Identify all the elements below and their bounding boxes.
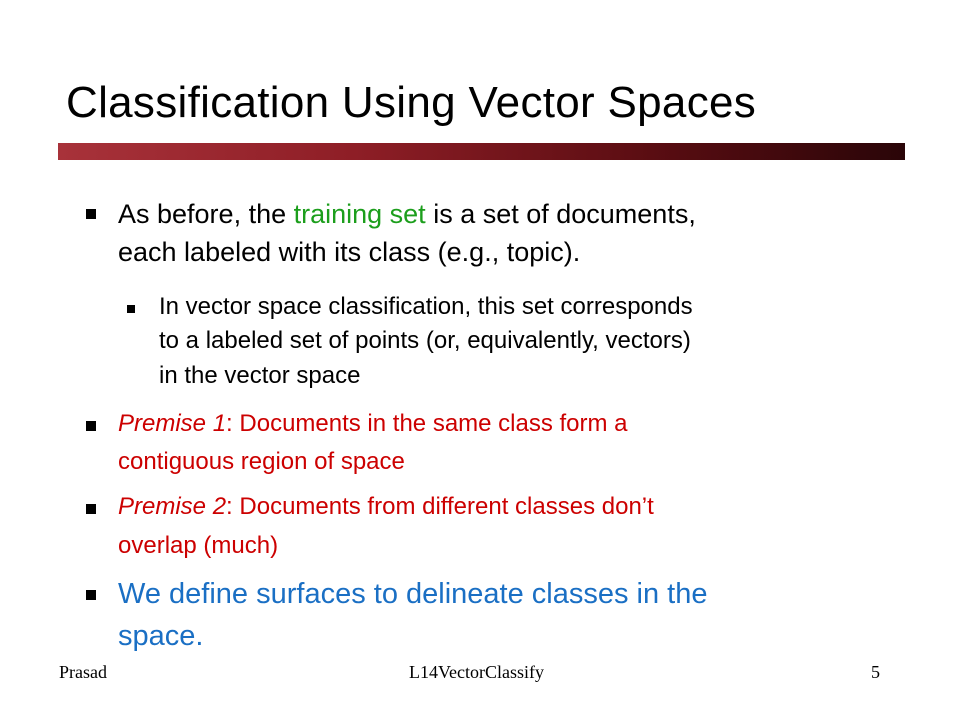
premise-2-label: Premise 2 (118, 493, 227, 520)
bullet-1-text-b: is a set of documents, (425, 199, 696, 229)
footer-page-number: 5 (871, 662, 880, 682)
footer-filename: L14VectorClassify (409, 662, 544, 682)
title-underline-bar (58, 143, 905, 160)
sub-bullet-line-2: to a labeled set of points (or, equivalently, vectors) (159, 327, 691, 354)
bullet-marker (86, 209, 96, 219)
bullet-1-line-2: each labeled with its class (e.g., topic). (118, 237, 581, 267)
premise-1-text: : Documents in the same class form a (226, 410, 628, 437)
sub-bullet-line-1: In vector space classification, this set corresponds (159, 293, 693, 320)
bullet-marker (86, 590, 96, 600)
premise-1-line-2: contiguous region of space (118, 448, 405, 475)
premise-1-label: Premise 1 (118, 410, 227, 437)
training-set-highlight: training set (293, 199, 426, 229)
sub-bullet-line-3: in the vector space (159, 362, 361, 389)
premise-2-line-1 (118, 490, 654, 523)
sub-bullet-marker (127, 305, 135, 313)
premise-1-line-1 (118, 407, 628, 440)
bullet-1-line-1 (118, 196, 696, 232)
premise-2-line-2: overlap (much) (118, 532, 279, 559)
definition-line-1: We define surfaces to delineate classes in the (118, 578, 708, 610)
definition-line-2: space. (118, 620, 204, 652)
bullet-marker (86, 504, 96, 514)
slide-title: Classification Using Vector Spaces (66, 78, 757, 127)
footer-author: Prasad (59, 662, 107, 682)
premise-2-text: : Documents from different classes don’t (226, 493, 654, 520)
bullet-1-text-a: As before, the (118, 199, 294, 229)
bullet-marker (86, 421, 96, 431)
